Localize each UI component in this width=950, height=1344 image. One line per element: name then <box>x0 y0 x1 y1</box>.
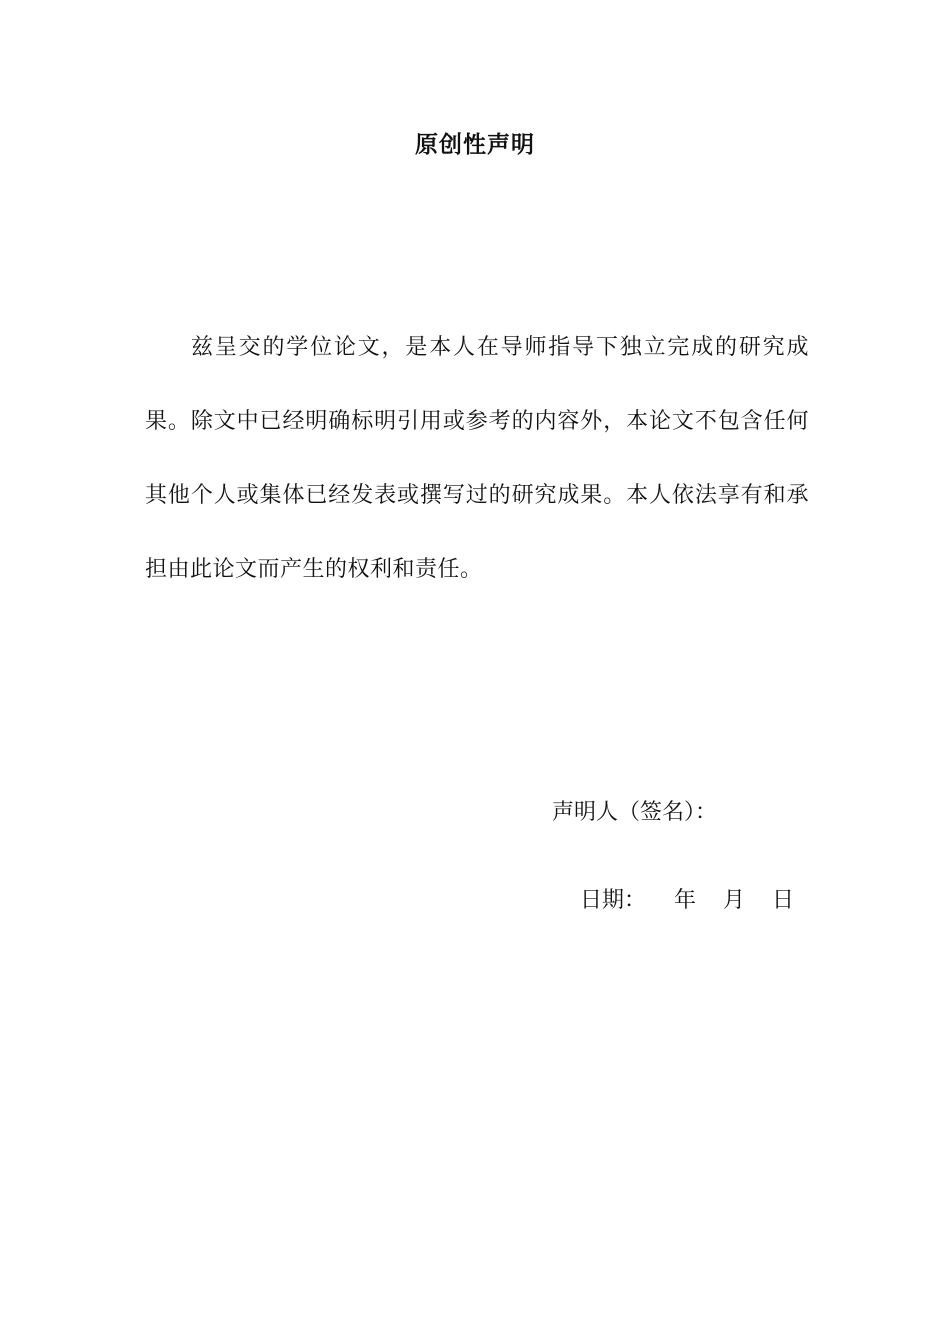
declaration-paragraph: 兹呈交的学位论文，是本人在导师指导下独立完成的研究成果。除文中已经明确标明引用或参考的内容外，本论文不包含任何其他个人或集体已经发表或撰写过的研究成果。本人依法享有和承担由此论文而产生的权利和责任。 <box>145 335 809 582</box>
page-title: 原创性声明 <box>415 132 535 158</box>
year-label: 年 <box>673 888 696 913</box>
signature-line: 声明人（签名）： <box>552 800 718 825</box>
date-line <box>552 858 794 939</box>
day-label: 日 <box>771 888 794 913</box>
month-label: 月 <box>722 888 745 913</box>
date-label: 日期： <box>579 888 646 913</box>
